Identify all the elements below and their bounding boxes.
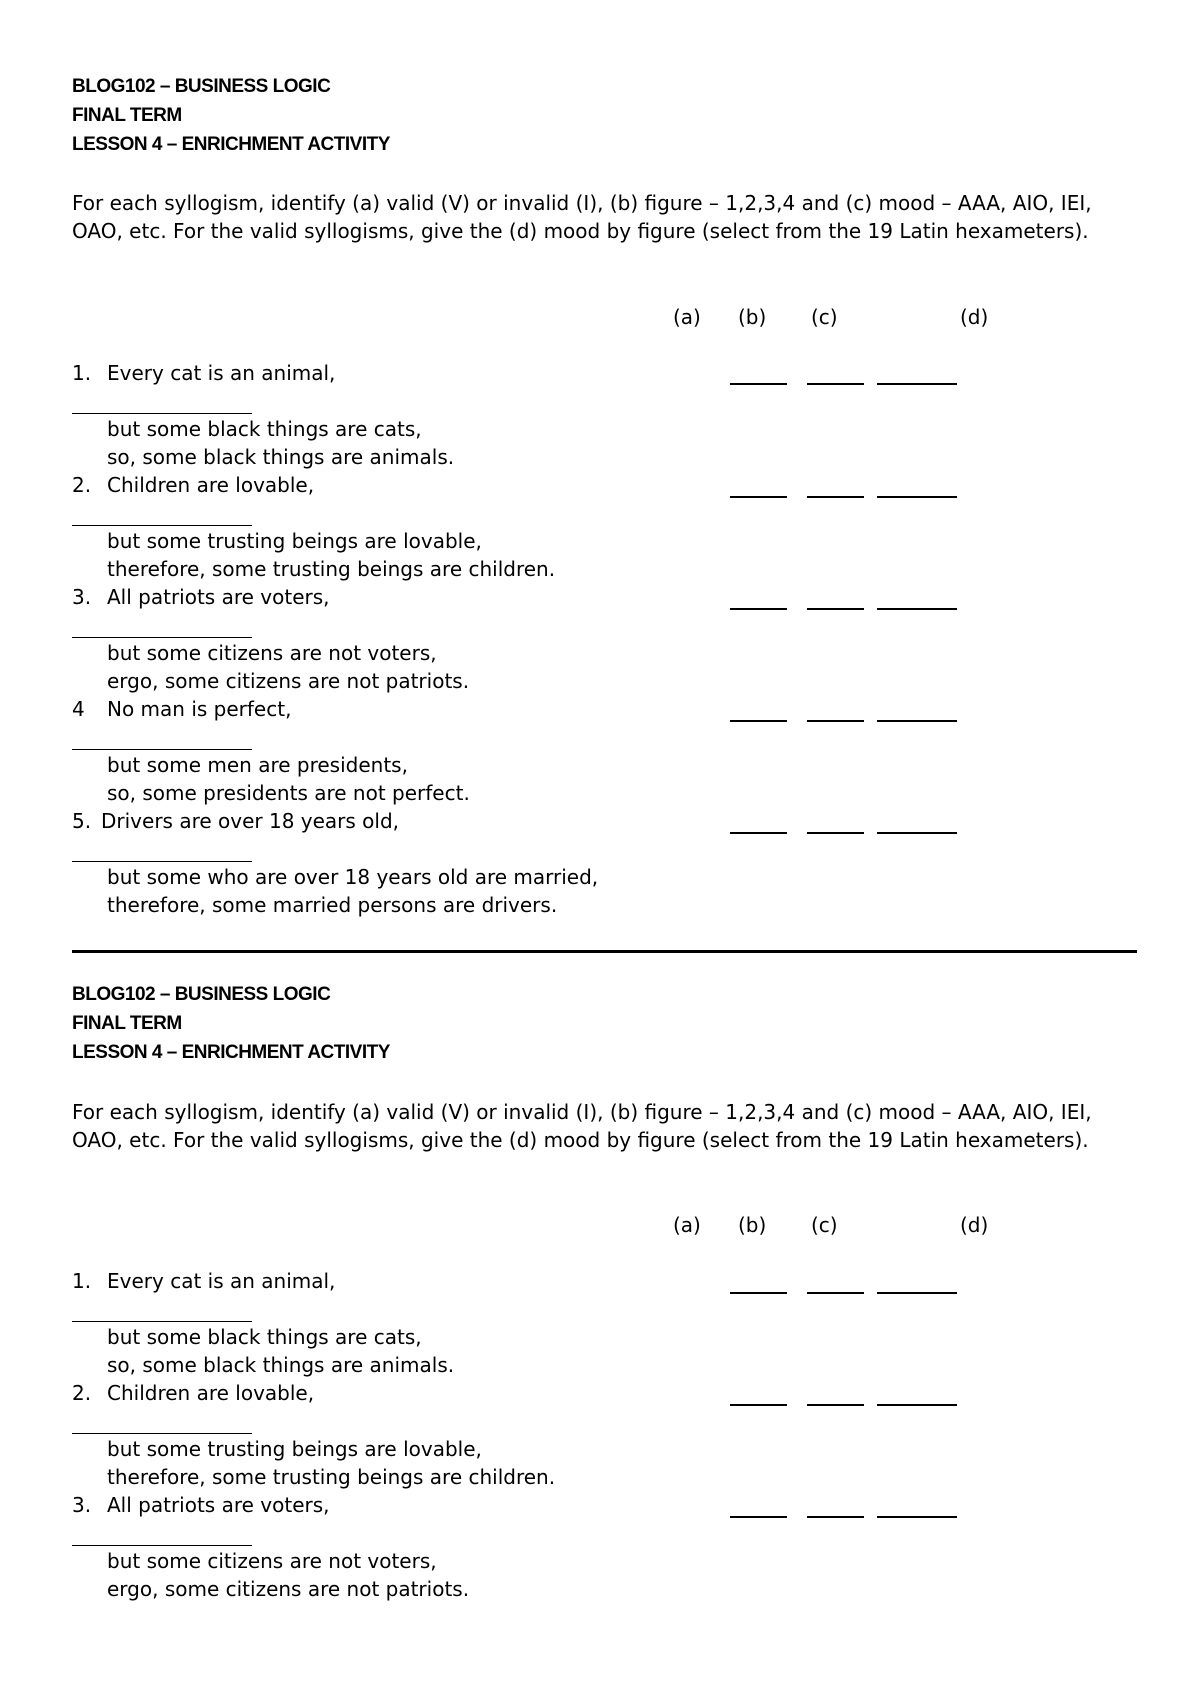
answer-blank-c[interactable]: [877, 496, 957, 498]
answer-blank-a[interactable]: [730, 496, 787, 498]
conclusion: so, some black things are animals.: [107, 1353, 455, 1377]
answer-blank-a[interactable]: [730, 1516, 787, 1518]
premise-1: No man is perfect,: [107, 697, 292, 721]
underline: [72, 861, 252, 862]
conclusion: ergo, some citizens are not patriots.: [107, 1577, 470, 1601]
column-header-c: (c): [811, 305, 838, 329]
course-title: BLOG102 – BUSINESS LOGIC: [72, 76, 331, 97]
cut-line-divider: [72, 950, 1137, 953]
conclusion: so, some black things are animals.: [107, 445, 455, 469]
item-number: 3.: [72, 585, 92, 609]
answer-blank-b[interactable]: [807, 608, 864, 610]
answer-blank-c[interactable]: [877, 1404, 957, 1406]
premise-1: All patriots are voters,: [107, 1493, 330, 1517]
answer-blank-b[interactable]: [807, 1404, 864, 1406]
answer-blank-a[interactable]: [730, 1404, 787, 1406]
premise-1: Drivers are over 18 years old,: [101, 809, 400, 833]
conclusion: so, some presidents are not perfect.: [107, 781, 470, 805]
answer-blank-a[interactable]: [730, 720, 787, 722]
answer-blank-a[interactable]: [730, 383, 787, 385]
item-number: 1.: [72, 361, 92, 385]
term-title: FINAL TERM: [72, 105, 182, 126]
column-header-a: (a): [673, 305, 701, 329]
premise-1: Every cat is an animal,: [107, 361, 336, 385]
answer-blank-c[interactable]: [877, 383, 957, 385]
item-number: 2.: [72, 473, 92, 497]
answer-blank-b[interactable]: [807, 832, 864, 834]
answer-blank-b[interactable]: [807, 383, 864, 385]
item-number: 2.: [72, 1381, 92, 1405]
underline: [72, 749, 252, 750]
conclusion: therefore, some trusting beings are children.: [107, 557, 556, 581]
answer-blank-a[interactable]: [730, 1292, 787, 1294]
conclusion: therefore, some married persons are drivers.: [107, 893, 558, 917]
premise-2: but some citizens are not voters,: [107, 641, 437, 665]
item-number: 1.: [72, 1269, 92, 1293]
answer-blank-c[interactable]: [877, 720, 957, 722]
answer-blank-b[interactable]: [807, 496, 864, 498]
answer-blank-b[interactable]: [807, 1292, 864, 1294]
premise-2: but some men are presidents,: [107, 753, 408, 777]
premise-2: but some black things are cats,: [107, 417, 422, 441]
underline: [72, 1545, 252, 1546]
answer-blank-b[interactable]: [807, 1516, 864, 1518]
premise-2: but some trusting beings are lovable,: [107, 1437, 482, 1461]
term-title: FINAL TERM: [72, 1013, 182, 1034]
premise-1: Every cat is an animal,: [107, 1269, 336, 1293]
answer-blank-c[interactable]: [877, 832, 957, 834]
lesson-title: LESSON 4 – ENRICHMENT ACTIVITY: [72, 134, 390, 155]
column-header-c: (c): [811, 1213, 838, 1237]
column-header-d: (d): [960, 1213, 989, 1237]
answer-blank-c[interactable]: [877, 1516, 957, 1518]
instructions: For each syllogism, identify (a) valid (V) or invalid (I), (b) figure – 1,2,3,4 and (c) mood – AAA, AIO, IEI, OAO, etc. For the valid syllogisms, give the (d) mood by figure (select from the 19 Latin hexameters).: [72, 1100, 1092, 1152]
instructions: For each syllogism, identify (a) valid (V) or invalid (I), (b) figure – 1,2,3,4 and (c) mood – AAA, AIO, IEI, OAO, etc. For the valid syllogisms, give the (d) mood by figure (select from the 19 Latin hexameters).: [72, 191, 1092, 243]
premise-1: All patriots are voters,: [107, 585, 330, 609]
premise-1: Children are lovable,: [107, 1381, 315, 1405]
column-header-a: (a): [673, 1213, 701, 1237]
premise-2: but some citizens are not voters,: [107, 1549, 437, 1573]
column-header-b: (b): [738, 305, 767, 329]
item-number: 4: [72, 697, 85, 721]
answer-blank-a[interactable]: [730, 832, 787, 834]
underline: [72, 1433, 252, 1434]
lesson-title: LESSON 4 – ENRICHMENT ACTIVITY: [72, 1042, 390, 1063]
column-header-d: (d): [960, 305, 989, 329]
answer-blank-b[interactable]: [807, 720, 864, 722]
item-number: 5.: [72, 809, 92, 833]
premise-2: but some who are over 18 years old are married,: [107, 865, 599, 889]
premise-1: Children are lovable,: [107, 473, 315, 497]
answer-blank-a[interactable]: [730, 608, 787, 610]
item-number: 3.: [72, 1493, 92, 1517]
underline: [72, 637, 252, 638]
underline: [72, 525, 252, 526]
conclusion: ergo, some citizens are not patriots.: [107, 669, 470, 693]
column-header-b: (b): [738, 1213, 767, 1237]
premise-2: but some black things are cats,: [107, 1325, 422, 1349]
premise-2: but some trusting beings are lovable,: [107, 529, 482, 553]
underline: [72, 413, 252, 414]
answer-blank-c[interactable]: [877, 608, 957, 610]
underline: [72, 1321, 252, 1322]
answer-blank-c[interactable]: [877, 1292, 957, 1294]
course-title: BLOG102 – BUSINESS LOGIC: [72, 984, 331, 1005]
conclusion: therefore, some trusting beings are children.: [107, 1465, 556, 1489]
